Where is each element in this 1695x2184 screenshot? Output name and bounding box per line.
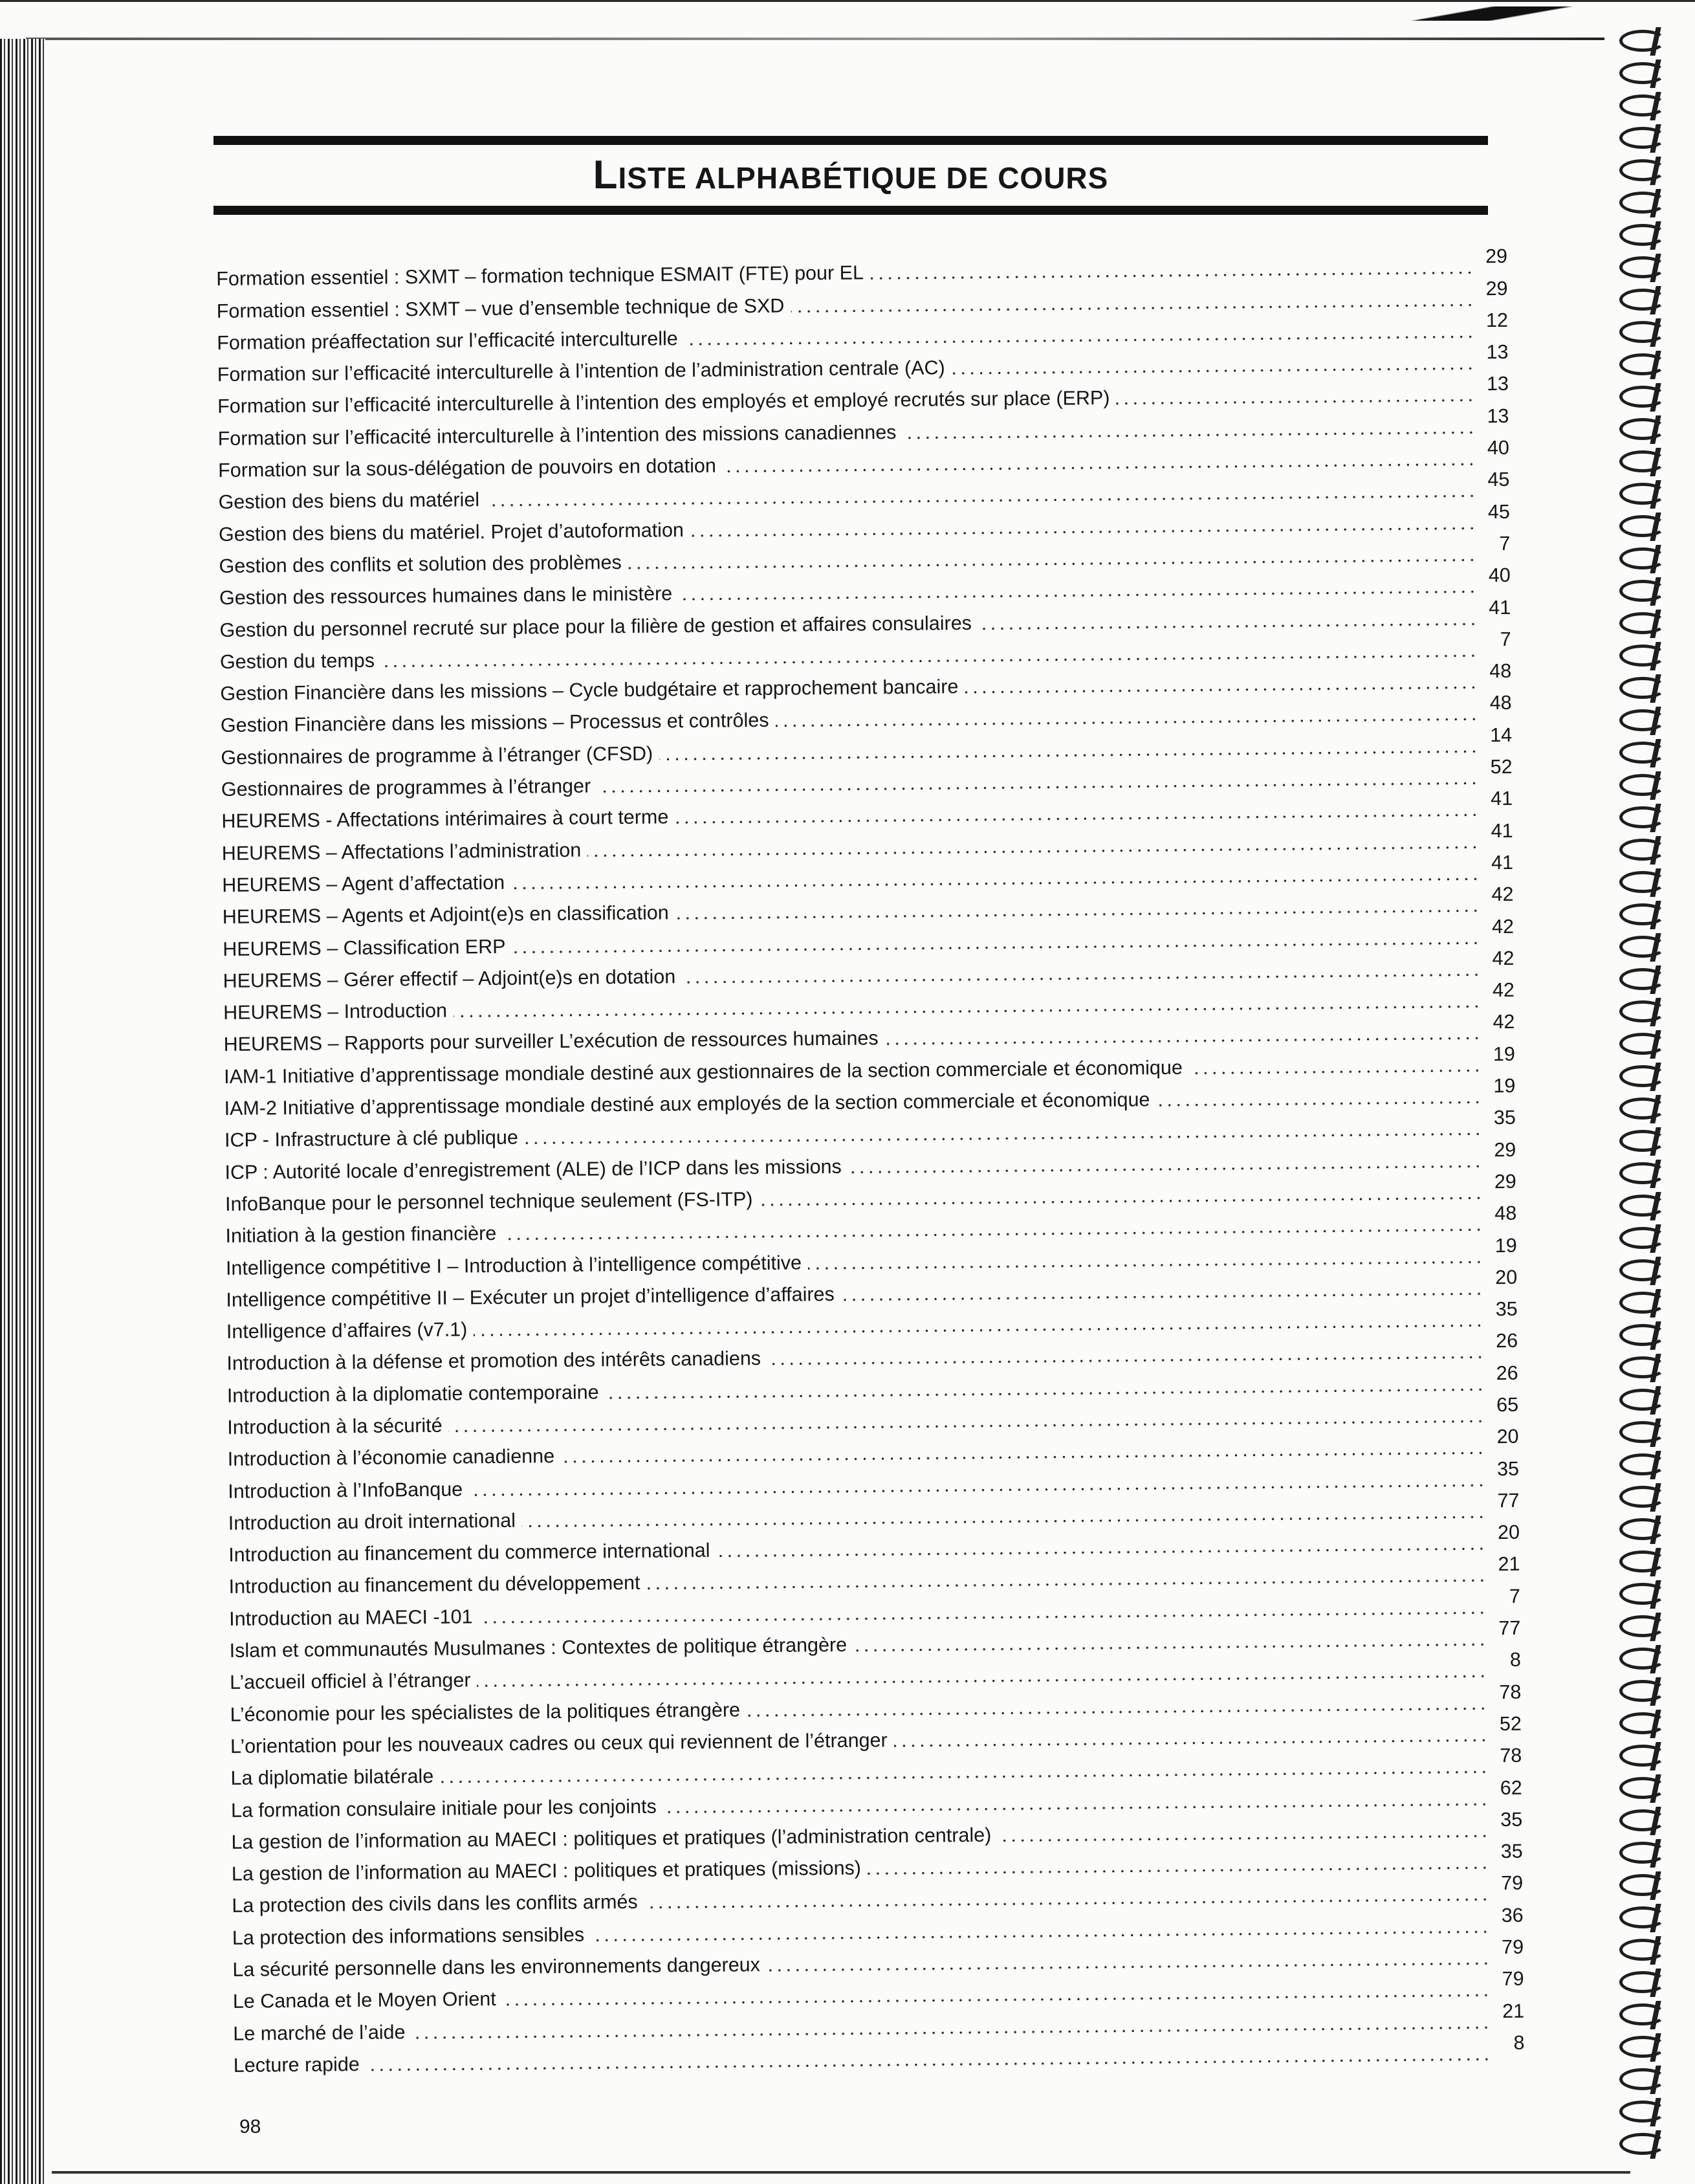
entry-page-number: 7 — [1509, 1585, 1521, 1607]
entry-title: Introduction à l’économie canadienne — [227, 1445, 555, 1471]
entry-title: La formation consulaire initiale pour les conjoints — [230, 1795, 657, 1822]
entry-title: Introduction au droit international — [228, 1509, 516, 1534]
entry-title: Le marché de l’aide — [233, 2020, 406, 2045]
entry-title: Gestion Financière dans les missions – Processus et contrôles — [220, 709, 769, 737]
spiral-coil — [1614, 544, 1685, 567]
entry-title: Gestion des ressources humaines dans le ministère — [219, 582, 673, 610]
spiral-coil — [1614, 1158, 1685, 1182]
spiral-coil — [1614, 1935, 1685, 1958]
entry-page-number: 13 — [1487, 404, 1509, 427]
spiral-coil — [1614, 1838, 1685, 1861]
spiral-coil — [1614, 188, 1685, 211]
entry-title: Gestion des biens du matériel. Projet d’autoformation — [218, 518, 684, 546]
spiral-coil — [1614, 479, 1685, 502]
entry-title: ICP : Autorité locale d’enregistrement (ALE) de l’ICP dans les missions — [224, 1155, 842, 1184]
spiral-binding — [1614, 26, 1695, 2181]
entry-title: HEUREMS – Agent d’affectation — [222, 871, 505, 896]
spiral-coil — [1614, 1255, 1685, 1279]
spiral-coil — [1614, 2129, 1685, 2152]
spiral-coil — [1614, 576, 1685, 599]
entry-title: Introduction au financement du commerce international — [228, 1539, 710, 1567]
page-bottom-edge — [52, 2171, 1630, 2174]
spiral-coil — [1614, 1223, 1685, 1246]
entry-page-number: 19 — [1493, 1074, 1516, 1098]
page-title: LISTE ALPHABÉTIQUE DE COURS — [593, 153, 1109, 197]
entry-page-number: 19 — [1494, 1234, 1517, 1257]
spiral-coil — [1614, 1676, 1685, 1699]
spiral-coil — [1614, 608, 1685, 632]
spiral-coil — [1614, 770, 1685, 793]
spiral-coil — [1614, 1094, 1685, 1117]
entry-title: Islam et communautés Musulmanes : Contextes de politique étrangère — [229, 1633, 848, 1662]
entry-title: Introduction au financement du développement — [228, 1572, 640, 1598]
entry-page-number: 21 — [1498, 1553, 1520, 1576]
spiral-coil — [1614, 964, 1685, 987]
spiral-coil — [1614, 1773, 1685, 1796]
entry-title: Formation sur l’efficacité interculturelle à l’intention des employés et employé recrutés sur place (ERP) — [217, 387, 1110, 418]
spiral-coil — [1614, 705, 1685, 729]
book-binding — [0, 39, 45, 2184]
entry-title: Formation essentiel : SXMT – formation technique ESMAIT (FTE) pour EL — [216, 261, 864, 291]
entry-page-number: 14 — [1490, 723, 1513, 746]
entry-page-number: 20 — [1497, 1521, 1520, 1544]
entry-page-number: 42 — [1493, 1011, 1515, 1033]
spiral-coil — [1614, 1385, 1685, 1408]
spiral-coil — [1614, 867, 1685, 890]
entry-page-number: 29 — [1485, 245, 1508, 268]
course-index-list — [216, 247, 1525, 2077]
entry-title: Introduction au MAECI -101 — [229, 1605, 473, 1630]
dot-leader — [998, 1835, 1489, 1842]
dot-leader — [903, 431, 1476, 439]
entry-title: ICP - Infrastructure à clé publique — [224, 1126, 519, 1152]
spiral-coil — [1614, 317, 1685, 340]
entry-title: L’économie pour les spécialistes de la politiques étrangère — [230, 1698, 741, 1726]
entry-title: IAM-2 Initiative d’apprentissage mondiale destiné aux employés de la section commerciale et économique — [224, 1088, 1150, 1120]
spiral-coil — [1614, 2032, 1685, 2055]
entry-page-number: 78 — [1500, 1744, 1522, 1767]
entry-page-number: 42 — [1492, 947, 1515, 969]
entry-page-number: 52 — [1490, 755, 1513, 778]
entry-title: HEUREMS - Affectations intérimaires à court terme — [221, 806, 669, 833]
page-top-edge — [0, 0, 1695, 2]
spiral-coil — [1614, 1805, 1685, 1829]
spiral-coil — [1614, 2000, 1685, 2023]
entry-page-number: 40 — [1487, 436, 1510, 459]
entry-page-number: 52 — [1499, 1712, 1522, 1736]
entry-title: Introduction à la sécurité — [227, 1414, 443, 1439]
entry-title: HEUREMS – Agents et Adjoint(e)s en classification — [222, 901, 669, 929]
spiral-coil — [1614, 1547, 1685, 1570]
entry-title: Gestionnaires de programme à l’étranger (CFSD) — [221, 742, 653, 769]
entry-page-number: 48 — [1494, 1202, 1517, 1225]
spiral-coil — [1614, 414, 1685, 437]
entry-page-number: 42 — [1491, 915, 1515, 938]
spiral-coil — [1614, 673, 1685, 696]
entry-page-number: 48 — [1489, 692, 1512, 714]
spiral-coil — [1614, 1611, 1685, 1635]
spiral-coil — [1614, 1514, 1685, 1538]
spiral-coil — [1614, 1903, 1685, 1926]
spiral-coil — [1614, 1191, 1685, 1214]
entry-title: Formation sur la sous-délégation de pouvoirs en dotation — [217, 454, 717, 482]
spiral-coil — [1614, 1482, 1685, 1505]
spiral-coil — [1614, 1579, 1685, 1602]
header-rule-bottom — [213, 206, 1488, 215]
entry-page-number: 12 — [1485, 309, 1509, 332]
entry-page-number: 35 — [1493, 1107, 1516, 1129]
entry-title: Le Canada et le Moyen Orient — [232, 1988, 496, 2013]
entry-title: Gestion du personnel recruté sur place pour la filière de gestion et affaires consulaires — [219, 612, 972, 641]
entry-page-number: 8 — [1509, 1649, 1522, 1671]
entry-page-number: 77 — [1498, 1616, 1521, 1640]
entry-page-number: 35 — [1500, 1808, 1523, 1831]
entry-page-number: 29 — [1485, 277, 1508, 300]
entry-page-number: 7 — [1499, 532, 1511, 555]
dot-leader — [868, 1866, 1489, 1875]
spiral-coil — [1614, 1967, 1685, 1991]
entry-title: Introduction à la défense et promotion des intérêts canadiens — [226, 1347, 761, 1375]
page-top-shadow — [26, 38, 1604, 40]
spiral-coil — [1614, 997, 1685, 1020]
dot-leader — [965, 686, 1478, 694]
entry-page-number: 13 — [1486, 341, 1509, 364]
spiral-coil — [1614, 1126, 1685, 1149]
entry-page-number: 29 — [1494, 1138, 1516, 1161]
spiral-coil — [1614, 738, 1685, 761]
spiral-coil — [1614, 511, 1685, 535]
spiral-coil — [1614, 1417, 1685, 1440]
dot-leader — [366, 2058, 1491, 2071]
entry-page-number: 13 — [1486, 373, 1509, 395]
spiral-coil — [1614, 26, 1685, 49]
dot-leader — [1156, 1101, 1482, 1107]
entry-page-number: 45 — [1487, 469, 1510, 491]
entry-page-number: 20 — [1495, 1266, 1518, 1288]
entry-title: Gestion du temps — [219, 649, 375, 673]
spiral-coil — [1614, 382, 1685, 405]
spiral-coil — [1614, 220, 1685, 243]
entry-title: La protection des civils dans les conflits armés — [232, 1891, 638, 1917]
entry-page-number: 35 — [1495, 1297, 1518, 1321]
entry-title: IAM-1 Initiative d’apprentissage mondiale destiné aux gestionnaires de la section commerciale et économique — [223, 1056, 1183, 1088]
entry-page-number: 77 — [1497, 1489, 1520, 1512]
entry-title: Introduction à l’InfoBanque — [228, 1478, 463, 1503]
entry-title: Formation essentiel : SXMT – vue d’ensemble technique de SXD — [216, 294, 785, 322]
entry-title: Intelligence d’affaires (v7.1) — [226, 1318, 468, 1343]
entry-title: HEUREMS – Introduction — [223, 999, 448, 1024]
dot-leader — [978, 623, 1478, 630]
entry-title: Intelligence compétitive II – Exécuter un projet d’intelligence d’affaires — [226, 1283, 835, 1311]
entry-title: HEUREMS – Classification ERP — [223, 935, 506, 960]
entry-page-number: 42 — [1492, 978, 1515, 1002]
entry-page-number: 19 — [1493, 1042, 1516, 1065]
entry-page-number: 79 — [1502, 1936, 1524, 1959]
spiral-coil — [1614, 91, 1685, 114]
entry-title: Gestion Financière dans les missions – Cycle budgétaire et rapprochement bancaire — [220, 676, 959, 705]
entry-page-number: 36 — [1501, 1904, 1524, 1926]
entry-title: La diplomatie bilatérale — [230, 1765, 434, 1790]
entry-title: La gestion de l’information au MAECI : politiques et pratiques (missions) — [231, 1857, 862, 1886]
page-number: 98 — [239, 2116, 261, 2137]
spiral-coil — [1614, 1741, 1685, 1764]
spiral-coil — [1614, 252, 1685, 276]
entry-title: La gestion de l’information au MAECI : politiques et pratiques (l’administration centrale) — [231, 1824, 992, 1853]
entry-title: Gestionnaires de programmes à l’étranger — [221, 775, 591, 801]
dot-leader — [885, 1037, 1482, 1046]
dot-leader — [848, 1165, 1483, 1173]
entry-title: Initiation à la gestion financière — [225, 1222, 497, 1248]
entry-page-number: 7 — [1500, 628, 1511, 650]
spiral-coil — [1614, 447, 1685, 470]
spiral-coil — [1614, 899, 1685, 923]
header-rule-top — [213, 136, 1488, 145]
entry-title: L’accueil officiel à l’étranger — [229, 1669, 471, 1694]
entry-page-number: 20 — [1496, 1426, 1519, 1448]
entry-title: La protection des informations sensibles — [232, 1923, 585, 1949]
entry-page-number: 26 — [1496, 1330, 1518, 1352]
dot-leader — [853, 1643, 1487, 1651]
spiral-coil — [1614, 58, 1685, 82]
entry-page-number: 79 — [1502, 1968, 1524, 1991]
entry-page-number: 48 — [1489, 659, 1512, 683]
spiral-coil — [1614, 1352, 1685, 1376]
entry-page-number: 35 — [1500, 1840, 1523, 1863]
entry-title: L’orientation pour les nouveaux cadres ou ceux qui reviennent de l’étranger — [230, 1729, 888, 1758]
entry-title: Gestion des conflits et solution des problèmes — [219, 551, 622, 577]
entry-title: Formation préaffectation sur l’efficacité interculturelle — [217, 327, 678, 354]
spiral-coil — [1614, 835, 1685, 858]
dot-leader — [1189, 1069, 1482, 1074]
spiral-coil — [1614, 1029, 1685, 1052]
spiral-coil — [1614, 123, 1685, 146]
entry-title: HEUREMS – Gérer effectif – Adjoint(e)s en dotation — [223, 965, 676, 992]
entry-page-number: 41 — [1491, 788, 1513, 810]
entry-title: HEUREMS – Rapports pour surveiller L’exécution de ressources humaines — [223, 1027, 879, 1056]
entry-page-number: 8 — [1513, 2031, 1525, 2054]
dot-leader — [1117, 399, 1476, 405]
entry-title: La sécurité personnelle dans les environnements dangereux — [232, 1954, 761, 1981]
entry-page-number: 41 — [1491, 851, 1514, 874]
entry-page-number: 40 — [1488, 564, 1511, 587]
entry-page-number: 41 — [1489, 596, 1511, 619]
spiral-coil — [1614, 1870, 1685, 1893]
spiral-coil — [1614, 1450, 1685, 1473]
entry-page-number: 78 — [1499, 1681, 1522, 1703]
spiral-coil — [1614, 932, 1685, 955]
entry-page-number: 62 — [1500, 1776, 1522, 1799]
entry-page-number: 35 — [1496, 1457, 1520, 1480]
spiral-coil — [1614, 2064, 1685, 2088]
spiral-coil — [1614, 1288, 1685, 1311]
spiral-coil — [1614, 802, 1685, 826]
entry-page-number: 45 — [1487, 500, 1511, 523]
spiral-coil — [1614, 641, 1685, 664]
spiral-coil — [1614, 2097, 1685, 2120]
entry-title: Gestion des biens du matériel — [218, 489, 480, 514]
entry-title: Formation sur l’efficacité interculturelle à l’intention des missions canadiennes — [217, 421, 897, 450]
entry-title: Intelligence compétitive I – Introduction à l’intelligence compétitive — [225, 1251, 802, 1279]
spiral-coil — [1614, 155, 1685, 179]
spiral-coil — [1614, 1644, 1685, 1667]
entry-title: HEUREMS – Affectations l’administration — [221, 839, 582, 865]
entry-page-number: 65 — [1496, 1393, 1519, 1417]
entry-page-number: 21 — [1502, 2000, 1525, 2022]
entry-title: InfoBanque pour le personnel technique seulement (FS-ITP) — [224, 1188, 753, 1215]
dot-leader — [870, 272, 1474, 280]
entry-page-number: 29 — [1494, 1170, 1516, 1193]
page-corner-shadow — [1333, 6, 1643, 21]
spiral-coil — [1614, 1061, 1685, 1085]
entry-title: Formation sur l’efficacité interculturelle à l’intention de l’administration centrale (AC) — [217, 357, 945, 386]
entry-page-number: 79 — [1501, 1872, 1524, 1895]
entry-page-number: 26 — [1496, 1362, 1518, 1384]
spiral-coil — [1614, 285, 1685, 308]
dot-leader — [894, 1739, 1488, 1747]
entry-page-number: 42 — [1491, 883, 1514, 906]
entry-title: Lecture rapide — [233, 2053, 360, 2077]
spiral-coil — [1614, 1320, 1685, 1343]
spiral-coil — [1614, 1708, 1685, 1732]
entry-page-number: 41 — [1491, 819, 1513, 842]
entry-title: Introduction à la diplomatie contemporaine — [226, 1381, 599, 1407]
spiral-coil — [1614, 349, 1685, 373]
dot-leader — [952, 368, 1475, 375]
